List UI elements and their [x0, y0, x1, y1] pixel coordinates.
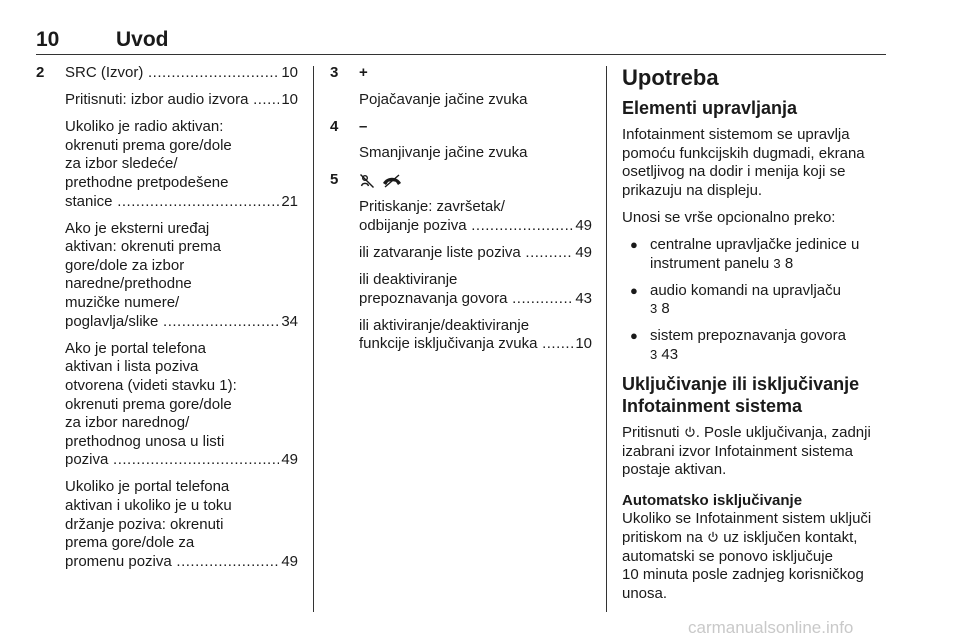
item-5-close-list: ili zatvaranje liste poziva ..... 49	[359, 244, 592, 263]
reference-arrow-icon: 3	[650, 346, 658, 362]
column-right	[622, 64, 888, 612]
controls-heading: Elementi upravljanja	[622, 98, 798, 118]
chapter-title: Uvod	[116, 28, 169, 51]
item-5-mute: ili aktiviranje/deaktiviranje funkcije isključivanja zvuka ..... 10	[359, 317, 592, 354]
onoff-heading: Uključivanje ili isključivanje Infotainment sistema	[622, 374, 860, 417]
bullet-item: ● centralne upravljačke jedinice u instrument panelu 3 8	[630, 235, 860, 272]
header-rule	[36, 54, 886, 55]
hang-up-icon	[381, 174, 403, 188]
reference-arrow-icon: 3	[773, 255, 781, 271]
watermark: carmanualsonline.info	[688, 618, 854, 637]
bullet-item: ● sistem prepoznavanja govora 3 43	[630, 327, 846, 363]
volume-up-symbol: +	[359, 64, 368, 81]
item-5-icons	[359, 171, 592, 190]
column-divider-1	[313, 66, 314, 612]
bullet-dot-icon: ●	[630, 328, 638, 344]
column-divider-2	[606, 66, 607, 612]
item-5-press: Pritiskanje: završetak/ odbijanje poziva ..... 49	[359, 198, 592, 235]
bullet-item: ● audio komandi na upravljaču 3 8	[630, 281, 841, 318]
column-middle	[330, 64, 592, 363]
power-icon	[684, 426, 696, 438]
auto-off-text: Ukoliko se Infotainment sistem uključi pritiskom na uz isključen kontakt, automatski se ponovo isključuje 10 minuta posle zadnjeg korisničkog unosa.	[622, 510, 872, 602]
voice-off-icon	[359, 173, 375, 189]
auto-off-heading: Automatsko isključivanje	[622, 491, 803, 509]
controls-text: Infotainment sistemom se upravlja pomoću funkcijskih dugmadi, ekrana osetljivog na dodir i menija koji se prikazuju na displeju.	[622, 126, 865, 199]
item-5-voice: ili deaktiviranje prepoznavanja govora ..... 43	[359, 271, 592, 308]
paragraph-phone-list: Ako je portal telefona aktivan i lista poziva otvorena (videti stavku 1): okrenuti prema gore/dole za izbor narednog/ prethodnog unosa u listi poziva ..... 49	[65, 340, 298, 470]
page-number: 10	[36, 28, 60, 51]
bullet-dot-icon: ●	[630, 282, 638, 298]
page-header	[36, 27, 886, 53]
power-icon	[707, 531, 719, 543]
bullet-dot-icon: ●	[630, 236, 638, 252]
volume-up-desc: Pojačavanje jačine zvuka	[359, 90, 528, 108]
volume-down-symbol: –	[359, 117, 368, 135]
paragraph-external-device: Ako je eksterni uređaj aktivan: okrenuti prema gore/dole za izbor naredne/prethodne muzičke numere/ poglavlja/slike ..... 34	[65, 220, 298, 332]
item-5: 5 Pritiskanje: završetak/ odbijanje poziva ..... 49 ili zatvaranje liste poziva ..... 49 ili deaktiviranje prepoznavanja govora ..... 43 ili aktiviranje/deaktiviranje funkcije isključivanja zvuka ..... 10	[330, 171, 592, 354]
paragraph-call-hold: Ukoliko je portal telefona aktivan i ukoliko je u toku držanje poziva: okrenuti prema gore/dole za promenu poziva ..... 49	[65, 478, 298, 571]
item-3: 3 + Pojačavanje jačine zvuka	[330, 64, 592, 109]
reference-arrow-icon: 3	[650, 301, 658, 317]
item-2	[36, 64, 298, 571]
section-title: Upotreba	[622, 65, 719, 90]
toc-entry-press: Pritisnuti: izbor audio izvora ..... 10	[65, 91, 298, 110]
item-number: 2	[36, 64, 45, 81]
input-intro: Unosi se vrše opcionalno preko:	[622, 208, 836, 226]
onoff-text: Pritisnuti . Posle uključivanja, zadnji izabrani izvor Infotainment sistema postaje aktivan.	[622, 424, 871, 479]
item-4: 4 – Smanjivanje jačine zvuka	[330, 118, 592, 163]
toc-entry-src: SRC (Izvor) ..... 10	[65, 64, 298, 83]
paragraph-radio: Ukoliko je radio aktivan: okrenuti prema gore/dole za izbor sledeće/ prethodne pretpodešene stanice ..... 21	[65, 118, 298, 211]
column-left	[36, 64, 298, 580]
volume-down-desc: Smanjivanje jačine zvuka	[359, 144, 528, 162]
